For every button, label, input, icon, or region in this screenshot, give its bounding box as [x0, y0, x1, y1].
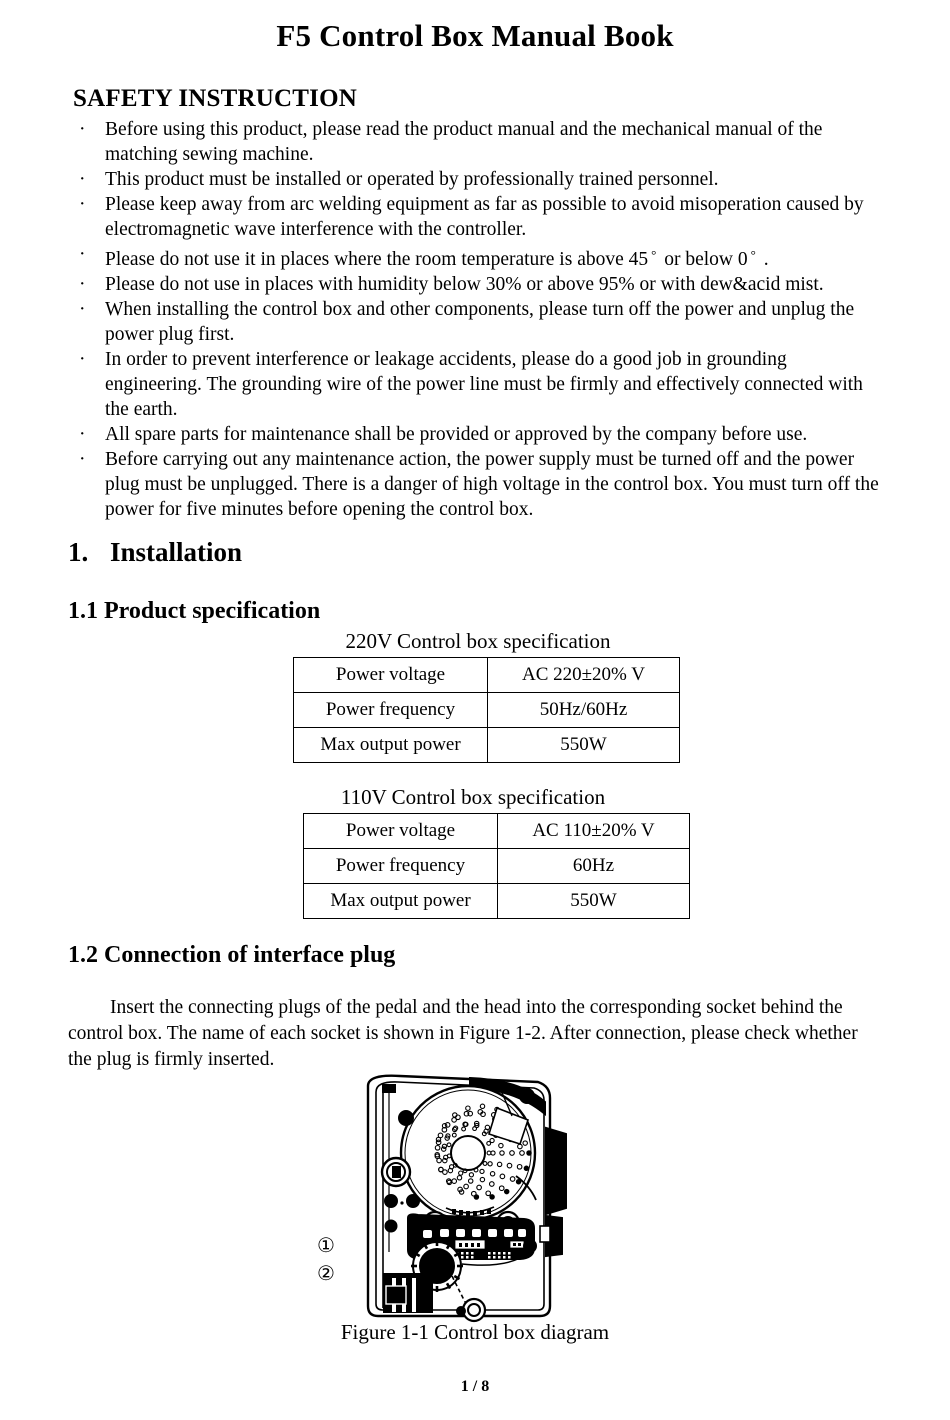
bullet-icon: · [79, 244, 86, 265]
table-row [294, 693, 680, 728]
right-side-block [546, 1128, 566, 1214]
list-item-text: Before using this product, please read the product manual and the mechanical manual of the matching sewing machine. [105, 119, 823, 165]
table-cell-value: 50Hz/60Hz [488, 693, 680, 728]
list-item-text: Before carrying out any maintenance action, the power supply must be turned off and the power plug must be unplugged. There is a danger of high voltage in the control box. You must turn off the power for five minutes before opening the control box. [105, 449, 879, 520]
list-item [73, 192, 885, 242]
table-row [294, 728, 680, 763]
bullet-icon: · [79, 194, 86, 215]
bullet-icon: · [79, 119, 86, 140]
table-cell-label: Max output power [304, 884, 498, 919]
list-item [73, 297, 885, 347]
table-cell-label: Power voltage [294, 658, 488, 693]
list-item [73, 447, 885, 522]
table-row [294, 658, 680, 693]
list-item [73, 167, 885, 192]
fan-hub [451, 1136, 485, 1170]
table-row [304, 814, 690, 849]
list-item-text: This product must be installed or operated by professionally trained personnel. [105, 169, 719, 190]
table-cell-value: 60Hz [498, 849, 690, 884]
control-box-svg [0, 1068, 950, 1328]
spec-110v-table [303, 813, 690, 919]
callout-number-2: ② [317, 1263, 335, 1285]
section-heading-installation [68, 537, 242, 568]
spec-220v-caption: 220V Control box specification [345, 629, 611, 653]
power-switch [382, 1158, 410, 1186]
degree-symbol-lower: ° [750, 247, 756, 262]
list-item [73, 272, 885, 297]
list-item-text: When installing the control box and other components, please turn off the power and unplug the power plug first. [105, 299, 855, 345]
table-cell-value: 550W [488, 728, 680, 763]
list-item-text: In order to prevent interference or leakage accidents, please do a good job in grounding engineering. The grounding wire of the power line must be firmly and effectively connected with the earth. [105, 349, 863, 420]
table-row [304, 884, 690, 919]
upper-right-screw [520, 1089, 534, 1103]
lower-right-screw [524, 1240, 536, 1252]
table-cell-label: Power frequency [294, 693, 488, 728]
temperature-suffix: . [763, 249, 769, 270]
list-item-text: All spare parts for maintenance shall be provided or approved by the company before use. [105, 424, 808, 445]
socket-housing [384, 1274, 432, 1312]
list-item [73, 117, 885, 167]
temperature-middle: or below 0 [664, 249, 748, 270]
list-item-text: Please do not use in places with humidity below 30% or above 95% or with dew&acid mist. [105, 274, 824, 295]
safety-instruction-heading: SAFETY INSTRUCTION [73, 85, 357, 112]
list-item [73, 422, 885, 447]
table-cell-value: AC 220±20% V [488, 658, 680, 693]
table-cell-label: Max output power [294, 728, 488, 763]
upper-left-screw [399, 1111, 413, 1125]
figure-caption: Figure 1-1 Control box diagram [340, 1320, 610, 1344]
list-item-temperature [73, 242, 885, 272]
interface-plug-paragraph [68, 995, 883, 1073]
section-title: Installation [110, 537, 243, 567]
bullet-icon: · [79, 274, 86, 295]
callout-number-1: ① [317, 1235, 335, 1257]
bullet-icon: · [79, 424, 86, 445]
section-heading-product-specification: 1.1 Product specification [68, 598, 321, 624]
page-title: F5 Control Box Manual Book [276, 18, 674, 53]
table-cell-label: Power voltage [304, 814, 498, 849]
section-heading-interface-plug: 1.2 Connection of interface plug [68, 942, 396, 968]
table-cell-label: Power frequency [304, 849, 498, 884]
list-item-text [105, 242, 885, 272]
table-cell-value: AC 110±20% V [498, 814, 690, 849]
socket-opening [386, 1286, 406, 1304]
page-number-footer: 1 / 8 [460, 1378, 490, 1395]
bottom-screw [457, 1307, 465, 1315]
spec-110v-caption: 110V Control box specification [340, 785, 606, 809]
bullet-icon: · [79, 299, 86, 320]
degree-symbol-upper: ° [651, 247, 657, 262]
safety-instruction-list [73, 117, 885, 522]
table-row [304, 849, 690, 884]
top-tab [382, 1084, 396, 1093]
bullet-icon: · [79, 449, 86, 470]
table-cell-value: 550W [498, 884, 690, 919]
paragraph-text: Insert the connecting plugs of the pedal and the head into the corresponding socket behind the control box. The name of each socket is shown in Figure 1-2. After connection, please check whether the plug is firmly inserted. [68, 997, 858, 1070]
bullet-icon: · [79, 349, 86, 370]
control-box-diagram [0, 1068, 950, 1328]
list-item [73, 347, 885, 422]
list-item-text: Please keep away from arc welding equipment as far as possible to avoid misoperation caused by electromagnetic wave interference with the controller. [105, 194, 864, 240]
section-number: 1. [68, 537, 89, 567]
temperature-prefix: Please do not use it in places where the room temperature is above 45 [105, 249, 649, 270]
bullet-icon: · [79, 169, 86, 190]
spec-220v-table [293, 657, 680, 763]
